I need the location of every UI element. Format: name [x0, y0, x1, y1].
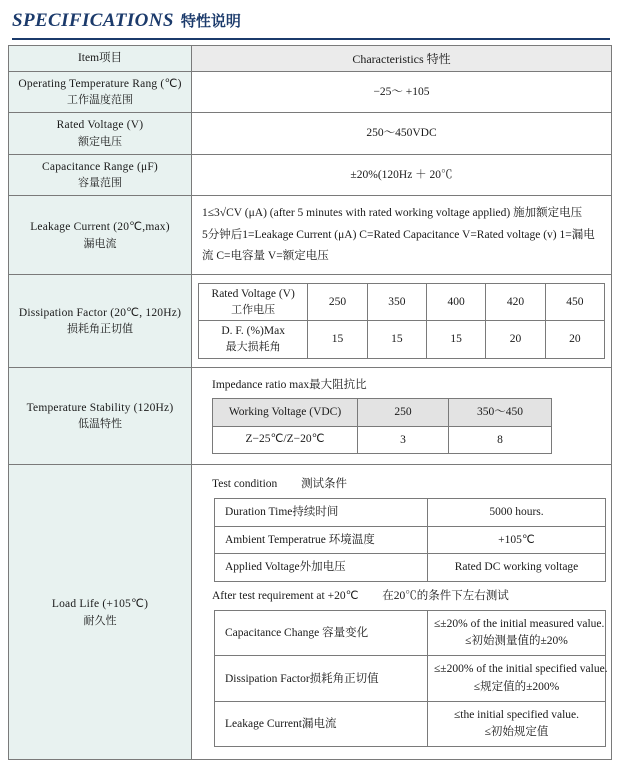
- after-test-heading: [208, 585, 599, 607]
- dissipation-voltage-3: 420: [486, 284, 545, 321]
- label-rated-voltage-en: Rated Voltage (V): [15, 117, 185, 134]
- title-underline: [12, 38, 610, 40]
- leakage-line-1: 1≤3√CV (μA) (after 5 minutes with rated working voltage applied) 施加额定电压: [202, 203, 603, 224]
- impedance-ratio-table: [212, 398, 552, 454]
- row-operating-temperature: [9, 71, 612, 113]
- impedance-head-2: 350～450: [449, 399, 552, 426]
- value-rated-voltage: 250～450VDC: [192, 113, 612, 155]
- after-test-requirements-table: [214, 610, 606, 748]
- table-header-row: [9, 45, 612, 71]
- requirement-value-1-en: ≤±200% of the initial specified value.: [434, 661, 599, 678]
- impedance-head-1: 250: [358, 399, 449, 426]
- label-dissipation-factor-en: Dissipation Factor (20℃, 120Hz): [15, 305, 185, 322]
- requirement-row: [215, 610, 606, 656]
- value-temperature-stability: [192, 367, 612, 464]
- label-rated-voltage: [9, 113, 192, 155]
- label-leakage-current-cn: 漏电流: [15, 236, 185, 252]
- dissipation-voltage-4: 450: [545, 284, 604, 321]
- label-leakage-current: [9, 196, 192, 275]
- condition-value-2: Rated DC working voltage: [428, 554, 606, 581]
- test-condition-heading: [208, 473, 599, 495]
- value-capacitance-range: ±20%(120Hz ＋ 20℃: [192, 154, 612, 196]
- label-operating-temperature: [9, 71, 192, 113]
- row-rated-voltage: [9, 113, 612, 155]
- header-characteristics-cell: Characteristics 特性: [192, 45, 612, 71]
- requirement-value-2: [428, 701, 606, 747]
- condition-key-1: Ambient Temperatrue 环境温度: [215, 526, 428, 553]
- dissipation-df-1: 15: [367, 321, 426, 358]
- test-conditions-table: [214, 498, 606, 581]
- label-dissipation-factor: [9, 275, 192, 368]
- dissipation-voltage-head-en: Rated Voltage (V): [207, 287, 299, 303]
- requirement-value-1: [428, 656, 606, 702]
- page-title-cn: 特性说明: [181, 10, 241, 31]
- test-condition-row: [215, 499, 606, 526]
- requirement-key-0: Capacitance Change 容量变化: [215, 610, 428, 656]
- dissipation-voltage-head-cn: 工作电压: [207, 303, 299, 318]
- condition-value-0: 5000 hours.: [428, 499, 606, 526]
- value-leakage-current: [192, 196, 612, 275]
- after-test-heading-en: After test requirement at +20℃: [212, 590, 359, 602]
- label-load-life-en: Load Life (+105℃): [15, 596, 185, 613]
- test-condition-heading-en: Test condition: [212, 478, 277, 490]
- row-temperature-stability: [9, 367, 612, 464]
- impedance-value-1: 3: [358, 426, 449, 453]
- label-temperature-stability-en: Temperature Stability (120Hz): [15, 400, 185, 417]
- test-condition-row: [215, 526, 606, 553]
- requirement-value-0-cn: ≤初始测量值的±20%: [434, 633, 599, 650]
- label-leakage-current-en: Leakage Current (20℃,max): [15, 219, 185, 236]
- dissipation-df-2: 15: [427, 321, 486, 358]
- requirement-value-1-cn: ≤规定值的±200%: [434, 679, 599, 696]
- dissipation-df-head-en: D. F. (%)Max: [207, 324, 299, 340]
- page-title: [8, 10, 612, 32]
- after-test-heading-cn: 在20℃的条件下左右测试: [382, 590, 509, 602]
- label-load-life: [9, 465, 192, 760]
- label-temperature-stability-cn: 低温特性: [15, 416, 185, 432]
- impedance-head-0: Working Voltage (VDC): [213, 399, 358, 426]
- requirement-row: [215, 656, 606, 702]
- requirement-value-2-cn: ≤初始规定值: [434, 724, 599, 741]
- label-capacitance-range-en: Capacitance Range (μF): [15, 159, 185, 176]
- row-leakage-current: [9, 196, 612, 275]
- label-dissipation-factor-cn: 损耗角正切值: [15, 321, 185, 337]
- dissipation-voltage-0: 250: [308, 284, 367, 321]
- dissipation-df-4: 20: [545, 321, 604, 358]
- impedance-head-row: [213, 399, 552, 426]
- requirement-key-2: Leakage Current漏电流: [215, 701, 428, 747]
- impedance-value-row: [213, 426, 552, 453]
- label-rated-voltage-cn: 额定电压: [15, 134, 185, 150]
- dissipation-factor-table: [198, 283, 605, 359]
- test-condition-row: [215, 554, 606, 581]
- dissipation-df-0: 15: [308, 321, 367, 358]
- dissipation-df-3: 20: [486, 321, 545, 358]
- value-operating-temperature: −25～ +105: [192, 71, 612, 113]
- condition-key-2: Applied Voltage外加电压: [215, 554, 428, 581]
- value-dissipation-factor: [192, 275, 612, 368]
- dissipation-voltage-head: [199, 284, 308, 321]
- page-title-en: SPECIFICATIONS: [12, 10, 174, 32]
- label-operating-temperature-en: Operating Temperature Rang (℃): [15, 76, 185, 93]
- leakage-line-3: 流 C=电容量 V=额定电压: [202, 246, 603, 267]
- row-load-life: [9, 465, 612, 760]
- label-load-life-cn: 耐久性: [15, 613, 185, 629]
- condition-value-1: +105℃: [428, 526, 606, 553]
- requirement-key-1: Dissipation Factor损耗角正切值: [215, 656, 428, 702]
- dissipation-df-head-cn: 最大损耗角: [207, 340, 299, 355]
- test-condition-heading-cn: 测试条件: [301, 478, 347, 490]
- impedance-value-2: 8: [449, 426, 552, 453]
- header-item-cell: Item项目: [9, 45, 192, 71]
- value-load-life: [192, 465, 612, 760]
- row-dissipation-factor: [9, 275, 612, 368]
- dissipation-voltage-1: 350: [367, 284, 426, 321]
- label-temperature-stability: [9, 367, 192, 464]
- impedance-row-label: Z−25℃/Z−20℃: [213, 426, 358, 453]
- leakage-line-2: 5分钟后1=Leakage Current (μA) C=Rated Capacitance V=Rated voltage (v) 1=漏电: [202, 225, 603, 246]
- label-operating-temperature-cn: 工作温度范围: [15, 92, 185, 108]
- label-capacitance-range: [9, 154, 192, 196]
- label-capacitance-range-cn: 容量范围: [15, 175, 185, 191]
- row-capacitance-range: [9, 154, 612, 196]
- specifications-table: [8, 45, 612, 760]
- requirement-row: [215, 701, 606, 747]
- requirement-value-0-en: ≤±20% of the initial measured value.: [434, 616, 599, 633]
- impedance-ratio-title: Impedance ratio max最大阻抗比: [198, 372, 605, 394]
- dissipation-voltage-2: 400: [427, 284, 486, 321]
- dissipation-df-head: [199, 321, 308, 358]
- dissipation-voltage-row: [199, 284, 605, 321]
- condition-key-0: Duration Time持续时间: [215, 499, 428, 526]
- requirement-value-0: [428, 610, 606, 656]
- requirement-value-2-en: ≤the initial specified value.: [434, 707, 599, 724]
- dissipation-df-row: [199, 321, 605, 358]
